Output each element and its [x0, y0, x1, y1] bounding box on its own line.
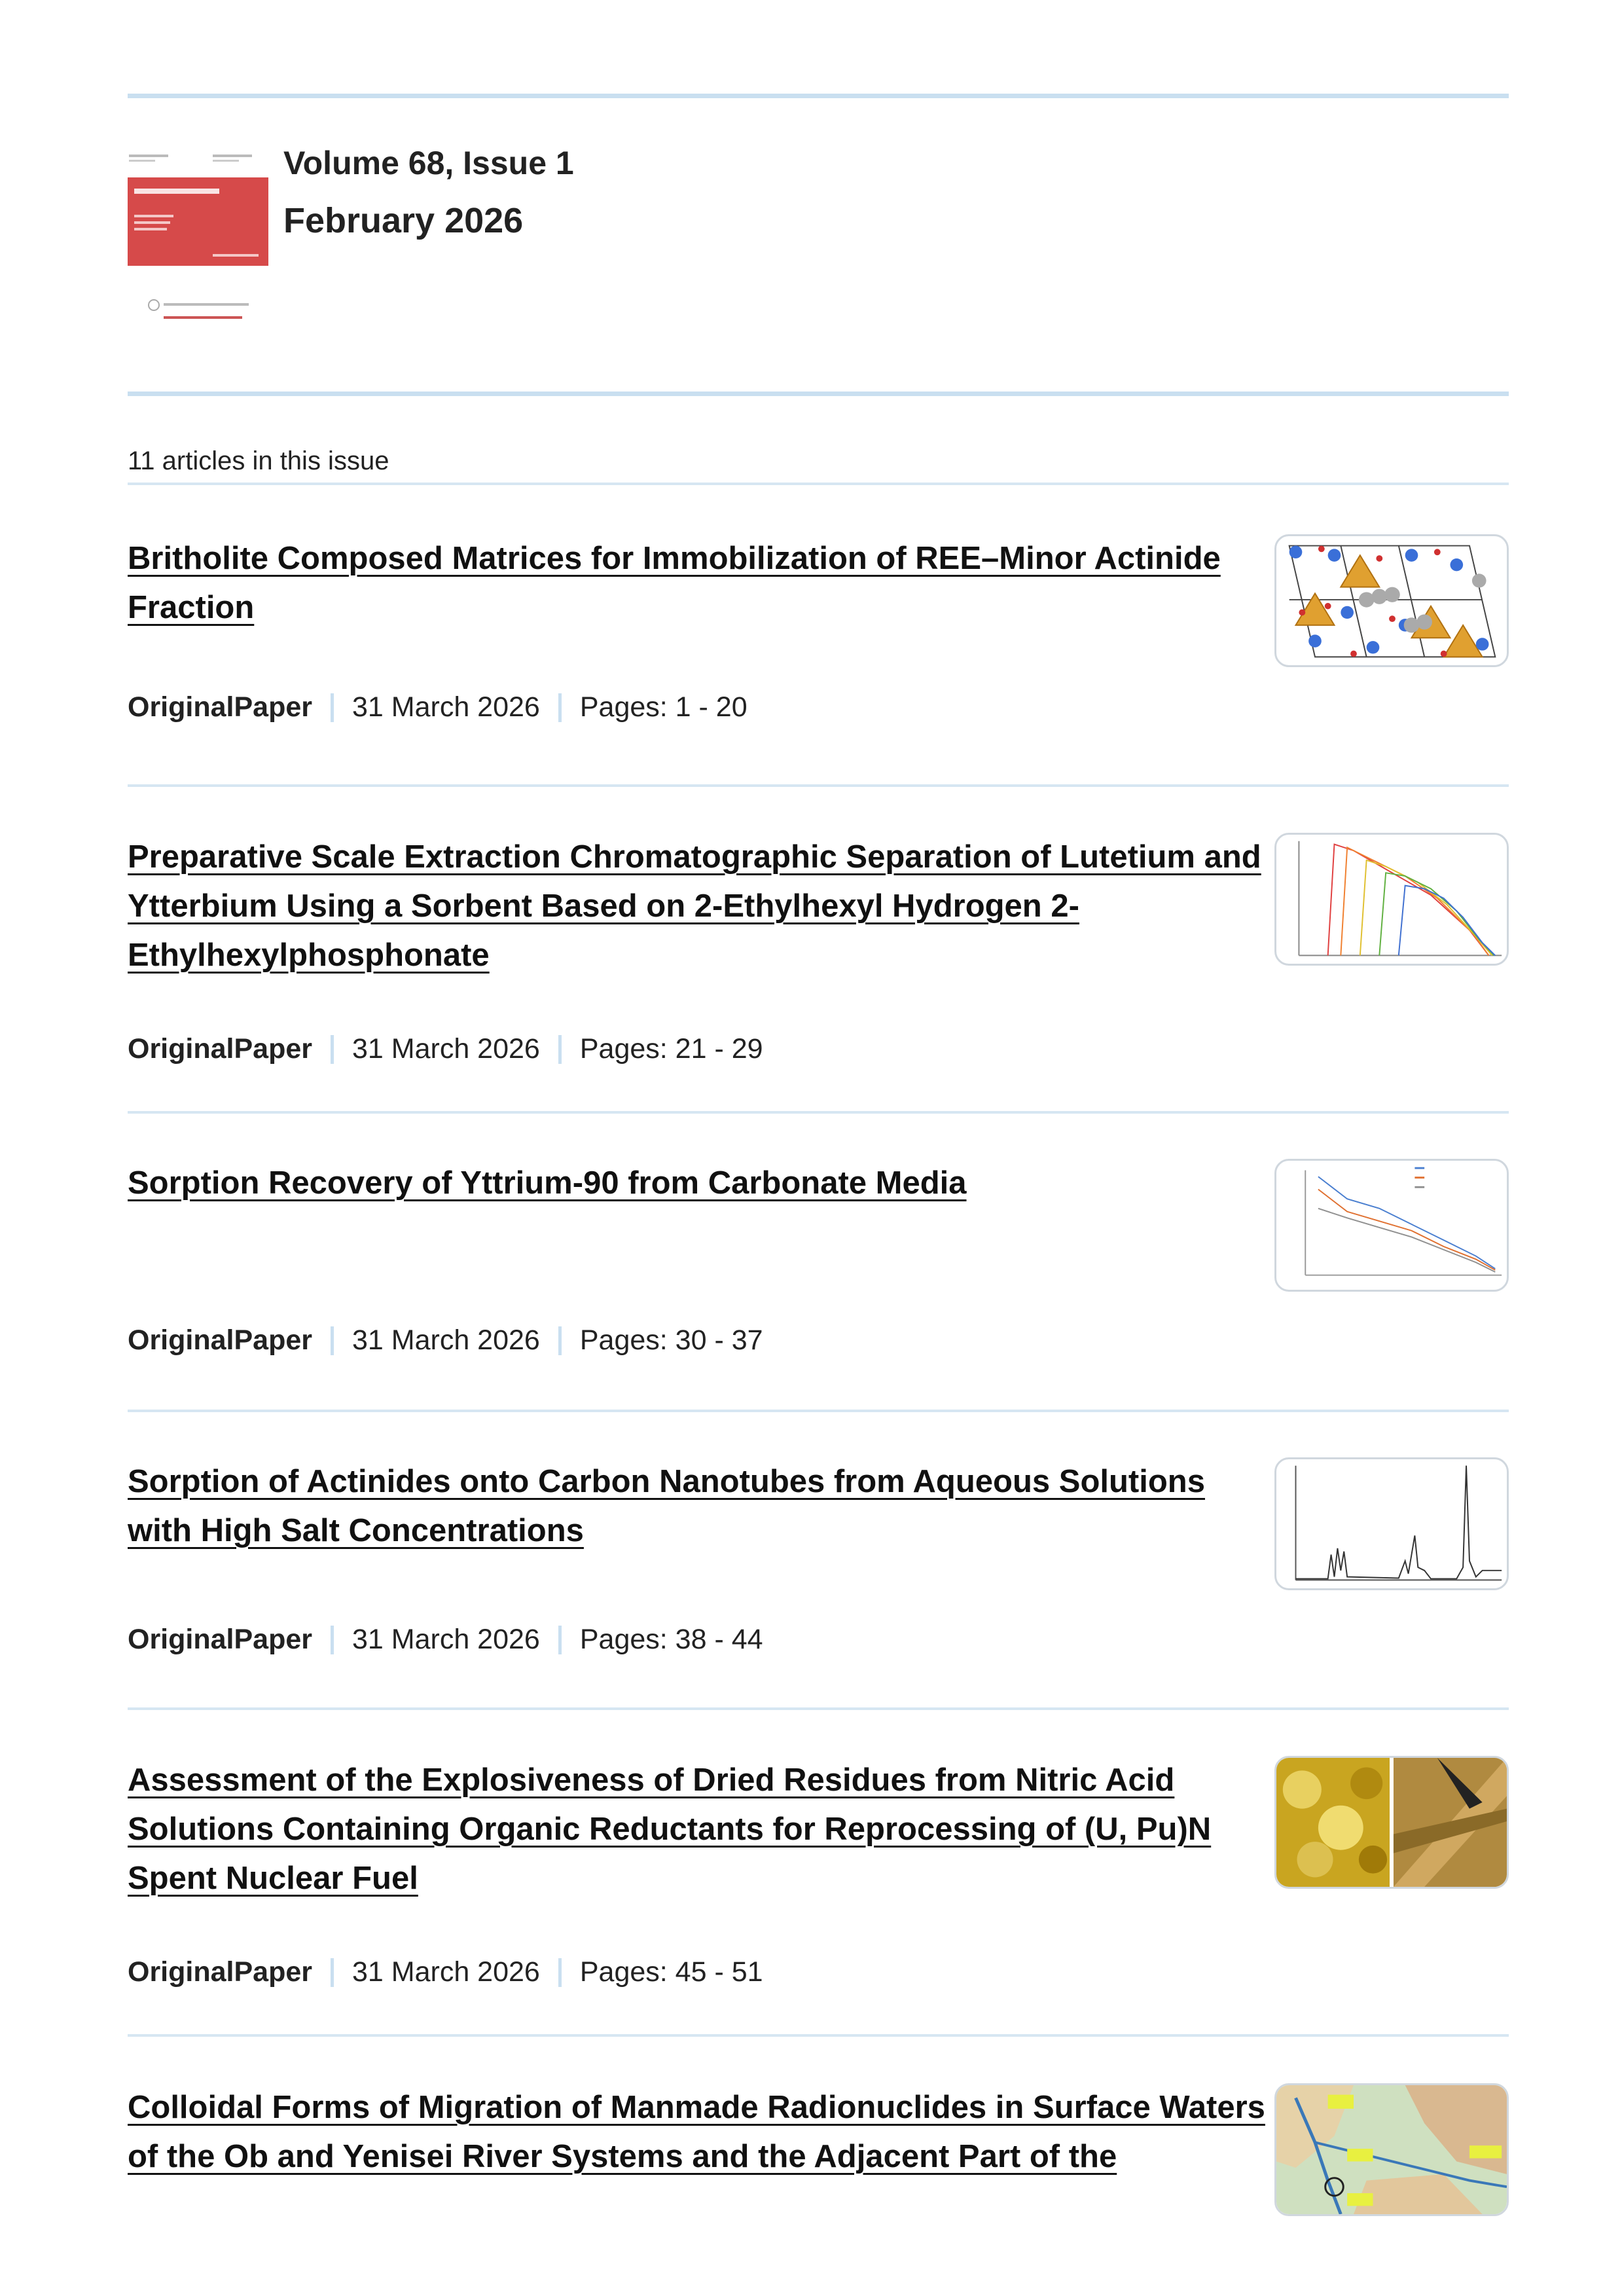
crystal-structure-icon[interactable]: [1274, 534, 1509, 667]
article-title[interactable]: Assessment of the Explosiveness of Dried Residues from Nitric Acid Solutions Containing Organic Reductants for Reprocessing of (U, Pu)N Spent Nuclear Fuel: [128, 1762, 1212, 1896]
article-date: 31 March 2026: [351, 1033, 540, 1065]
article-pages: Pages: 21 - 29: [579, 1033, 763, 1065]
article-type: OriginalPaper: [128, 1956, 312, 1988]
spectrum-chart[interactable]: [1274, 1457, 1509, 1590]
article-type: OriginalPaper: [128, 1033, 312, 1065]
article-type: OriginalPaper: [128, 1324, 312, 1356]
article-pages: Pages: 45 - 51: [579, 1956, 763, 1988]
article-meta: [128, 1956, 763, 1988]
meta-separator: [331, 1958, 334, 1987]
article-divider: [128, 1410, 1509, 1412]
meta-separator: [558, 1958, 562, 1987]
article-pages: Pages: 38 - 44: [579, 1624, 763, 1655]
meta-separator: [558, 1626, 562, 1654]
article-date: 31 March 2026: [351, 1624, 540, 1655]
article-pages: Pages: 30 - 37: [579, 1324, 763, 1356]
meta-separator: [558, 693, 562, 722]
river-map[interactable]: [1274, 2083, 1509, 2216]
article-date: 31 March 2026: [351, 691, 540, 723]
article-meta: [128, 691, 748, 723]
article-date: 31 March 2026: [351, 1324, 540, 1356]
meta-separator: [331, 1626, 334, 1654]
article-divider: [128, 2034, 1509, 2037]
issue-volume: Volume 68, Issue 1: [283, 145, 574, 181]
meta-separator: [331, 693, 334, 722]
article-title[interactable]: Britholite Composed Matrices for Immobilization of REE–Minor Actinide Fraction: [128, 541, 1221, 625]
list-divider: [128, 483, 1509, 485]
article-title[interactable]: Colloidal Forms of Migration of Manmade Radionuclides in Surface Waters of the Ob and Yenisei River Systems and the Adjacent Part of the: [128, 2090, 1265, 2174]
meta-separator: [331, 1326, 334, 1355]
micrograph-photo[interactable]: [1274, 1756, 1509, 1889]
issue-date: February 2026: [283, 201, 524, 240]
sorption-lines-chart[interactable]: [1274, 1159, 1509, 1292]
article-title[interactable]: Sorption Recovery of Yttrium-90 from Carbonate Media: [128, 1165, 967, 1201]
article-meta: [128, 1324, 763, 1357]
article-type: OriginalPaper: [128, 691, 312, 723]
article-count: 11 articles in this issue: [128, 446, 389, 475]
top-divider: [128, 94, 1509, 98]
elution-curves-chart[interactable]: [1274, 833, 1509, 966]
article-date: 31 March 2026: [351, 1956, 540, 1988]
header-divider: [128, 392, 1509, 396]
article-type: OriginalPaper: [128, 1624, 312, 1655]
article-divider: [128, 1707, 1509, 1710]
meta-separator: [558, 1326, 562, 1355]
article-meta: [128, 1624, 763, 1656]
article-divider: [128, 1111, 1509, 1114]
journal-cover-image[interactable]: [128, 149, 268, 339]
meta-separator: [558, 1035, 562, 1064]
article-pages: Pages: 1 - 20: [579, 691, 748, 723]
article-title[interactable]: Preparative Scale Extraction Chromatographic Separation of Lutetium and Ytterbium Using a Sorbent Based on 2-Ethylhexyl Hydrogen 2-Ethylhexylphosphonate: [128, 839, 1261, 973]
article-divider: [128, 784, 1509, 787]
article-title[interactable]: Sorption of Actinides onto Carbon Nanotubes from Aqueous Solutions with High Salt Concentrations: [128, 1464, 1205, 1548]
meta-separator: [331, 1035, 334, 1064]
article-meta: [128, 1033, 763, 1065]
